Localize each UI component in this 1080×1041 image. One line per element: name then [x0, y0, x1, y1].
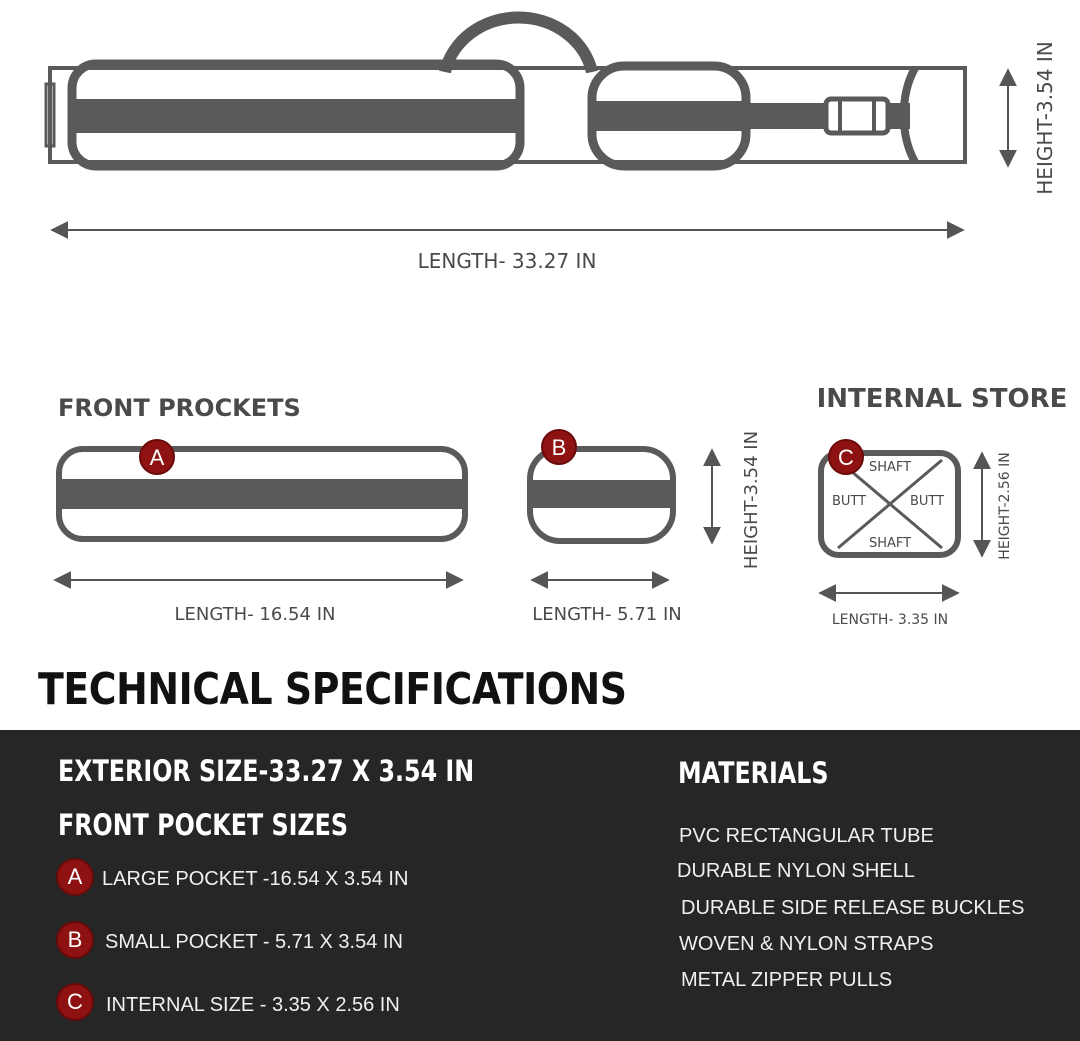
badge-b: B: [58, 923, 92, 957]
materials-title: MATERIALS: [678, 756, 829, 790]
material-item: PVC RECTANGULAR TUBE: [679, 825, 934, 847]
material-item: DURABLE SIDE RELEASE BUCKLES: [681, 897, 1025, 919]
pocket-b-badge: [542, 430, 576, 464]
pocket-b-height-label: HEIGHT-3.54 IN: [741, 430, 762, 570]
spec-item-text: LARGE POCKET -16.54 X 3.54 IN: [102, 868, 409, 890]
main-length-label: LENGTH- 33.27 IN: [417, 249, 597, 273]
internal-length-label: LENGTH- 3.35 IN: [831, 612, 949, 628]
material-item: WOVEN & NYLON STRAPS: [679, 933, 934, 955]
svg-text:A: A: [149, 445, 165, 470]
internal-store-badge: [829, 440, 863, 474]
main-height-label: HEIGHT-3.54 IN: [1033, 41, 1057, 195]
pocket-sizes-title: FRONT POCKET SIZES: [58, 808, 349, 842]
internal-store-title: INTERNAL STORE: [816, 384, 1068, 414]
cue-case-outline: [46, 18, 965, 166]
exterior-size: EXTERIOR SIZE-33.27 X 3.54 IN: [58, 754, 475, 788]
pocket-a-length-label: LENGTH- 16.54 IN: [174, 604, 336, 625]
pocket-b-length-label: LENGTH- 5.71 IN: [532, 604, 682, 625]
svg-text:B: B: [551, 435, 567, 460]
specs-panel: [0, 730, 1080, 1041]
technical-specifications-title: TECHNICAL SPECIFICATIONS: [38, 664, 627, 715]
internal-top-label: SHAFT: [868, 460, 912, 475]
svg-text:C: C: [838, 445, 854, 470]
material-item: DURABLE NYLON SHELL: [677, 860, 915, 882]
badge-a: A: [58, 860, 92, 894]
material-item: METAL ZIPPER PULLS: [681, 969, 893, 991]
pocket-a-outline: [59, 449, 465, 539]
spec-item-text: SMALL POCKET - 5.71 X 3.54 IN: [105, 931, 403, 953]
internal-bottom-label: SHAFT: [868, 536, 912, 551]
internal-height-label: HEIGHT-2.56 IN: [997, 452, 1013, 560]
pocket-a-badge: [140, 440, 174, 474]
spec-item-text: INTERNAL SIZE - 3.35 X 2.56 IN: [106, 994, 400, 1016]
internal-left-label: BUTT: [831, 494, 867, 509]
badge-c: C: [58, 985, 92, 1019]
internal-right-label: BUTT: [909, 494, 945, 509]
front-pockets-title: FRONT PROCKETS: [58, 394, 301, 422]
